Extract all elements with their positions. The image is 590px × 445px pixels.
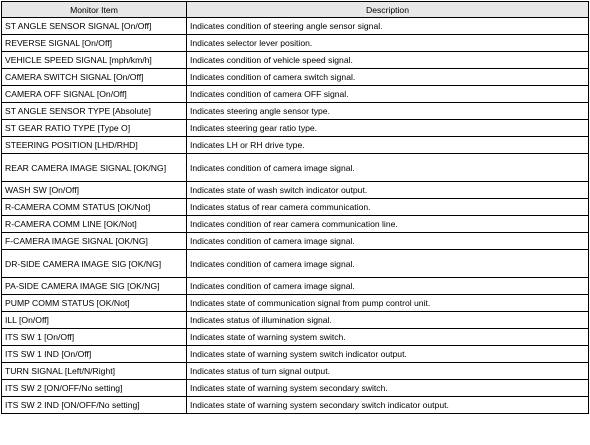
header-row bbox=[2, 2, 589, 18]
description-cell: Indicates selector lever position. bbox=[187, 35, 589, 52]
description-cell: Indicates LH or RH drive type. bbox=[187, 137, 589, 154]
description-cell: Indicates condition of camera image signal. bbox=[187, 250, 589, 278]
monitor-item-cell: R-CAMERA COMM STATUS [OK/Not] bbox=[2, 199, 187, 216]
monitor-item-cell: PUMP COMM STATUS [OK/Not] bbox=[2, 295, 187, 312]
table-row bbox=[2, 18, 589, 35]
description-cell: Indicates status of rear camera communication. bbox=[187, 199, 589, 216]
table-row bbox=[2, 182, 589, 199]
description-cell: Indicates state of warning system secondary switch indicator output. bbox=[187, 397, 589, 414]
table-row bbox=[2, 278, 589, 295]
monitor-item-cell: WASH SW [On/Off] bbox=[2, 182, 187, 199]
table-row bbox=[2, 69, 589, 86]
monitor-item-cell: ST ANGLE SENSOR TYPE [Absolute] bbox=[2, 103, 187, 120]
description-cell: Indicates state of wash switch indicator output. bbox=[187, 182, 589, 199]
monitor-item-table-container bbox=[1, 1, 588, 414]
description-cell: Indicates condition of steering angle sensor signal. bbox=[187, 18, 589, 35]
table-row bbox=[2, 86, 589, 103]
description-cell: Indicates condition of camera switch signal. bbox=[187, 69, 589, 86]
table-row bbox=[2, 363, 589, 380]
description-cell: Indicates steering angle sensor type. bbox=[187, 103, 589, 120]
table-row bbox=[2, 380, 589, 397]
monitor-item-cell: R-CAMERA COMM LINE [OK/Not] bbox=[2, 216, 187, 233]
table-row bbox=[2, 154, 589, 182]
table-row bbox=[2, 346, 589, 363]
description-cell: Indicates condition of rear camera communication line. bbox=[187, 216, 589, 233]
table-row bbox=[2, 397, 589, 414]
monitor-item-cell: ITS SW 1 IND [On/Off] bbox=[2, 346, 187, 363]
description-cell: Indicates status of illumination signal. bbox=[187, 312, 589, 329]
description-cell: Indicates condition of camera image signal. bbox=[187, 233, 589, 250]
table-row bbox=[2, 120, 589, 137]
description-cell: Indicates state of warning system secondary switch. bbox=[187, 380, 589, 397]
monitor-item-cell: ST ANGLE SENSOR SIGNAL [On/Off] bbox=[2, 18, 187, 35]
monitor-item-cell: TURN SIGNAL [Left/N/Right] bbox=[2, 363, 187, 380]
description-cell: Indicates condition of camera image signal. bbox=[187, 278, 589, 295]
description-cell: Indicates state of warning system switch indicator output. bbox=[187, 346, 589, 363]
monitor-item-cell: ITS SW 2 [ON/OFF/No setting] bbox=[2, 380, 187, 397]
table-body bbox=[2, 18, 589, 414]
monitor-item-cell: ST GEAR RATIO TYPE [Type O] bbox=[2, 120, 187, 137]
header-description: Description bbox=[187, 2, 589, 18]
description-cell: Indicates status of turn signal output. bbox=[187, 363, 589, 380]
description-cell: Indicates steering gear ratio type. bbox=[187, 120, 589, 137]
description-cell: Indicates condition of camera OFF signal. bbox=[187, 86, 589, 103]
monitor-item-cell: REVERSE SIGNAL [On/Off] bbox=[2, 35, 187, 52]
table-row bbox=[2, 137, 589, 154]
monitor-item-cell: ITS SW 1 [On/Off] bbox=[2, 329, 187, 346]
table-row bbox=[2, 233, 589, 250]
monitor-item-cell: ITS SW 2 IND [ON/OFF/No setting] bbox=[2, 397, 187, 414]
table-row bbox=[2, 312, 589, 329]
monitor-item-table bbox=[1, 1, 589, 414]
table-row bbox=[2, 295, 589, 312]
monitor-item-cell: CAMERA SWITCH SIGNAL [On/Off] bbox=[2, 69, 187, 86]
description-cell: Indicates state of communication signal from pump control unit. bbox=[187, 295, 589, 312]
description-cell: Indicates condition of camera image signal. bbox=[187, 154, 589, 182]
monitor-item-cell: PA-SIDE CAMERA IMAGE SIG [OK/NG] bbox=[2, 278, 187, 295]
monitor-item-cell: CAMERA OFF SIGNAL [On/Off] bbox=[2, 86, 187, 103]
header-monitor-item: Monitor Item bbox=[2, 2, 187, 18]
table-row bbox=[2, 52, 589, 69]
table-row bbox=[2, 35, 589, 52]
table-header bbox=[2, 2, 589, 18]
table-row bbox=[2, 199, 589, 216]
monitor-item-cell: STEERING POSITION [LHD/RHD] bbox=[2, 137, 187, 154]
description-cell: Indicates state of warning system switch. bbox=[187, 329, 589, 346]
table-row bbox=[2, 216, 589, 233]
table-row bbox=[2, 103, 589, 120]
table-row bbox=[2, 329, 589, 346]
monitor-item-cell: REAR CAMERA IMAGE SIGNAL [OK/NG] bbox=[2, 154, 187, 182]
monitor-item-cell: ILL [On/Off] bbox=[2, 312, 187, 329]
monitor-item-cell: F-CAMERA IMAGE SIGNAL [OK/NG] bbox=[2, 233, 187, 250]
monitor-item-cell: DR-SIDE CAMERA IMAGE SIG [OK/NG] bbox=[2, 250, 187, 278]
monitor-item-cell: VEHICLE SPEED SIGNAL [mph/km/h] bbox=[2, 52, 187, 69]
table-row bbox=[2, 250, 589, 278]
description-cell: Indicates condition of vehicle speed signal. bbox=[187, 52, 589, 69]
